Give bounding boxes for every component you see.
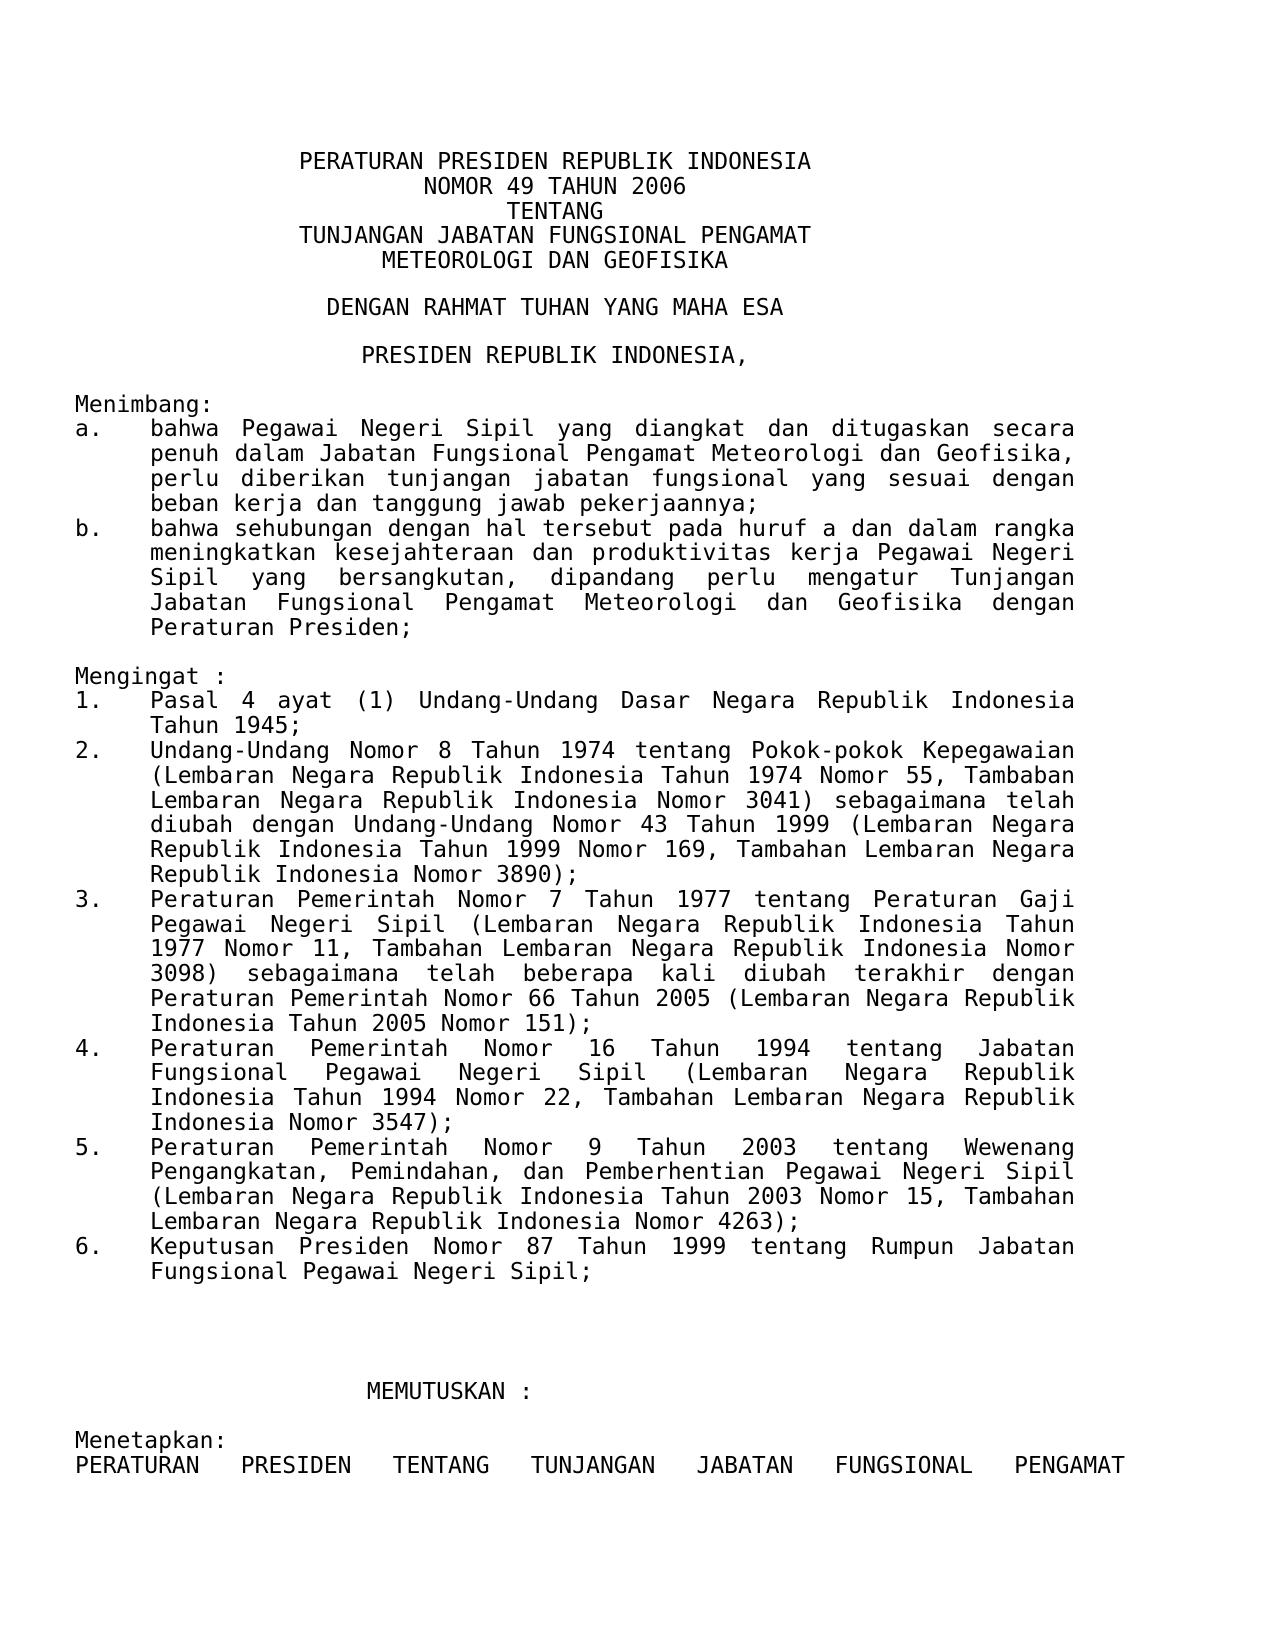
item-marker: 2. <box>75 737 103 764</box>
menetapkan-word: TUNJANGAN <box>530 1453 656 1480</box>
item-marker: 3. <box>75 886 103 913</box>
menetapkan-word: TENTANG <box>392 1453 490 1480</box>
item-marker: b. <box>75 515 103 542</box>
item-marker: 4. <box>75 1035 103 1062</box>
title-line-3: TENTANG <box>506 198 604 225</box>
title-line-5: METEOROLOGI DAN GEOFISIKA <box>381 248 729 275</box>
menetapkan-word: PRESIDEN <box>240 1453 352 1480</box>
item-text: Keputusan Presiden Nomor 87 Tahun 1999 tentang Rumpun Jabatan Fungsional Pegawai Negeri Sipil; <box>150 1233 1075 1285</box>
menimbang-list <box>75 417 1125 640</box>
title-line-2: NOMOR 49 TAHUN 2006 <box>423 173 687 200</box>
list-item <box>75 1037 1125 1136</box>
item-marker: 6. <box>75 1233 103 1260</box>
item-text: Peraturan Pemerintah Nomor 7 Tahun 1977 tentang Peraturan Gaji Pegawai Negeri Sipil (Lembaran Negara Republik Indonesia Tahun 1977 Nomor 11, Tambahan Lembaran Negara Republik Indonesia Nomor 3098) sebagaimana telah beberapa kali diubah terakhir dengan Peraturan Pemerintah Nomor 66 Tahun 2005 (Lembaran Negara Republik Indonesia Tahun 2005 Nomor 151); <box>150 886 1075 1037</box>
menetapkan-line <box>75 1454 1125 1479</box>
blessing-line: DENGAN RAHMAT TUHAN YANG MAHA ESA <box>326 294 784 321</box>
list-item <box>75 417 1125 516</box>
list-item <box>75 888 1125 1037</box>
item-text: bahwa sehubungan dengan hal tersebut pada huruf a dan dalam rangka meningkatkan kesejahteraan dan produktivitas kerja Pegawai Negeri Sipil yang bersangkutan, dipandang perlu mengatur Tunjangan Jabatan Fungsional Pengamat Meteorologi dan Geofisika dengan Peraturan Presiden; <box>150 515 1075 641</box>
item-text: Peraturan Pemerintah Nomor 16 Tahun 1994 tentang Jabatan Fungsional Pegawai Negeri Sipil (Lembaran Negara Republik Indonesia Tahun 1994 Nomor 22, Tambahan Lembaran Negara Republik Indonesia Nomor 3547); <box>150 1035 1075 1136</box>
menetapkan-word: PERATURAN <box>75 1453 200 1480</box>
menetapkan-word: FUNGSIONAL <box>834 1453 974 1480</box>
item-text: Pasal 4 ayat (1) Undang-Undang Dasar Negara Republik Indonesia Tahun 1945; <box>150 688 1075 740</box>
item-marker: a. <box>75 416 103 443</box>
mengingat-label: Mengingat : <box>75 663 228 690</box>
menimbang-label: Menimbang: <box>75 391 214 418</box>
president-line: PRESIDEN REPUBLIK INDONESIA, <box>361 342 749 369</box>
list-item <box>75 689 1125 739</box>
item-marker: 5. <box>75 1134 103 1161</box>
item-marker: 1. <box>75 688 103 715</box>
menetapkan-label: Menetapkan: <box>75 1428 228 1455</box>
list-item <box>75 517 1125 641</box>
title-line-1: PERATURAN PRESIDEN REPUBLIK INDONESIA <box>298 149 812 175</box>
item-text: Undang-Undang Nomor 8 Tahun 1974 tentang Pokok-pokok Kepegawaian (Lembaran Negara Republik Indonesia Tahun 1974 Nomor 55, Tambaban Lembaran Negara Republik Indonesia Nomor 3041) sebagaimana telah diubah dengan Undang-Undang Nomor 43 Tahun 1999 (Lembaran Negara Republik Indonesia Tahun 1999 Nomor 169, Tambahan Lembaran Negara Republik Indonesia Nomor 3890); <box>150 737 1075 888</box>
memutuskan-heading: MEMUTUSKAN : <box>366 1379 534 1406</box>
title-line-4: TUNJANGAN JABATAN FUNGSIONAL PENGAMAT <box>298 223 812 250</box>
item-text: bahwa Pegawai Negeri Sipil yang diangkat dan ditugaskan secara penuh dalam Jabatan Fungsional Pengamat Meteorologi dan Geofisika, perlu diberikan tunjangan jabatan fungsional yang sesuai dengan beban kerja dan tanggung jawab pekerjaannya; <box>150 416 1075 517</box>
document-page <box>75 150 1125 1479</box>
list-item <box>75 1136 1125 1235</box>
item-text: Peraturan Pemerintah Nomor 9 Tahun 2003 tentang Wewenang Pengangkatan, Pemindahan, dan Pemberhentian Pegawai Negeri Sipil (Lembaran Negara Republik Indonesia Tahun 2003 Nomor 15, Tambahan Lembaran Negara Republik Indonesia Nomor 4263); <box>150 1134 1075 1236</box>
list-item <box>75 1235 1125 1285</box>
menetapkan-word: JABATAN <box>696 1453 794 1480</box>
menetapkan-word: PENGAMAT <box>1014 1453 1125 1480</box>
document-title <box>75 150 1035 274</box>
list-item <box>75 739 1125 888</box>
mengingat-list <box>75 689 1125 1284</box>
